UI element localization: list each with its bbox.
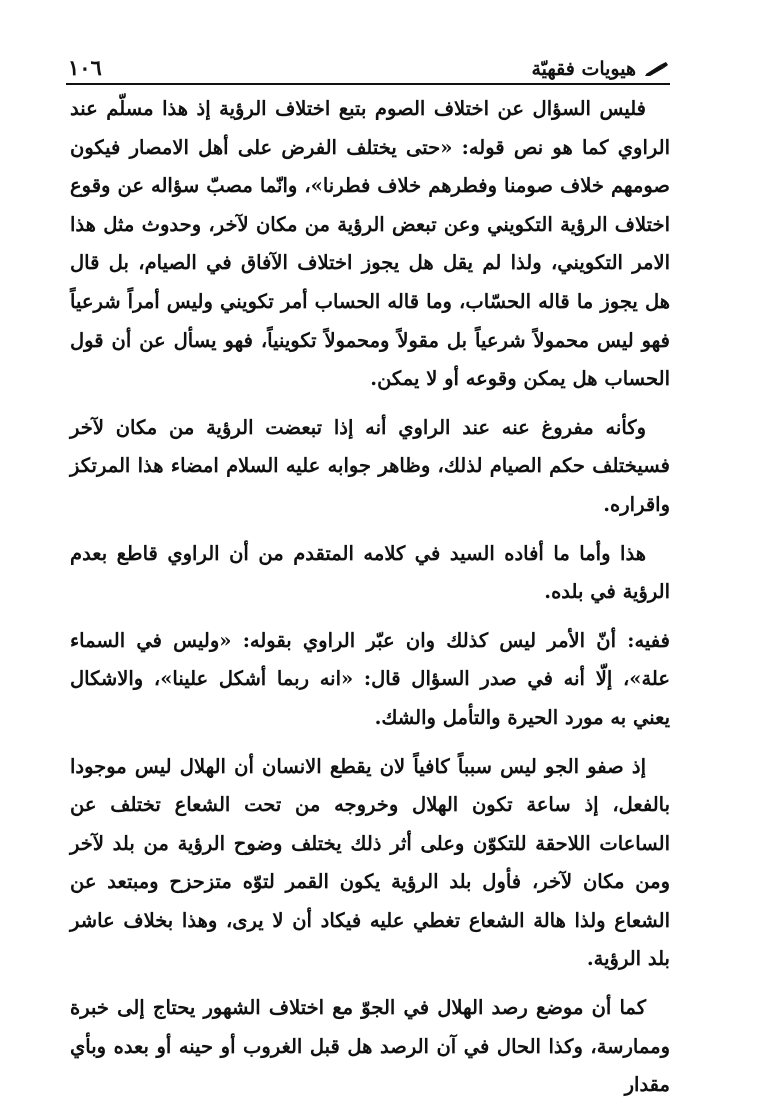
pen-icon xyxy=(644,61,670,77)
header-rule xyxy=(66,83,670,85)
paragraph-text: وكأنه مفروغ عنه عند الراوي أنه إذا تبعضت الرؤية من مكان لآخر فسيختلف حكم الصيام لذلك، وظاهر جوابه عليه السلام امضاء هذا المرتكز واقراره. xyxy=(70,415,670,516)
paragraph-text: كما أن موضع رصد الهلال في الجوّ مع اختلاف الشهور يحتاج إلى خبرة وممارسة، وكذا الحال في آن الرصد هل قبل الغروب أو حينه أو بعده وبأي مقدار xyxy=(70,996,670,1097)
paragraph-text: هذا وأما ما أفاده السيد في كلامه المتقدم من أن الراوي قاطع بعدم الرؤية في بلده. xyxy=(70,541,670,604)
paragraph-lead: ففيه: xyxy=(627,628,670,652)
paragraph-4 xyxy=(70,622,670,738)
paragraph-3 xyxy=(70,535,670,612)
paragraph-1 xyxy=(70,90,670,399)
paragraph-2 xyxy=(70,409,670,525)
paragraph-6 xyxy=(70,989,670,1105)
page-header xyxy=(68,50,670,80)
paragraph-text: فليس السؤال عن اختلاف الصوم بتبع اختلاف الرؤية إذ هذا مسلّم عند الراوي كما هو نص قوله: «حتى يختلف الفرض على أهل الامصار فيكون صومهم خلاف صومنا وفطرهم خلاف فطرنا»، وانّما مصبّ سؤاله عن وقوع اختلاف الرؤية التكويني وعن تبعض الرؤية من مكان لآخر، وحدوث مثل هذا الامر التكويني، ولذا لم يقل هل يجوز اختلاف الآفاق في الصيام، بل قال هل يجوز ما قاله الحسّاب، وما قاله الحساب أمر تكويني وليس أمراً شرعياً فهو ليس محمولاً شرعياً بل مقولاً ومحمولاً تكوينياً، فهو يسأل عن أن قول الحساب هل يمكن وقوعه أو لا يمكن. xyxy=(70,97,670,391)
paragraph-text: إذ صفو الجو ليس سبباً كافياً لان يقطع الانسان أن الهلال ليس موجودا بالفعل، إذ ساعة تكون الهلال وخروجه من تحت الشعاع تختلف عن الساعات اللاحقة للتكوّن وعلى أثر ذلك يختلف وضوح الرؤية من بلد لآخر ومن مكان لآخر، فأول بلد الرؤية يكون القمر لتوّه متزحزح ومبتعد عن الشعاع ولذا هالة الشعاع تغطي عليه فيكاد أن لا يرى، وهذا بخلاف عاشر بلد الرؤية. xyxy=(70,754,670,971)
running-title-group xyxy=(531,58,670,80)
running-title: هيويات فقهيّة xyxy=(531,58,636,80)
paragraph-text: أنّ الأمر ليس كذلك وان عبّر الراوي بقوله: «وليس في السماء علة»، إلّا أنه في صدر السؤال قال: «انه ربما أشكل علينا»، والاشكال يعني به مورد الحيرة والتأمل والشك. xyxy=(70,628,670,729)
paragraph-5 xyxy=(70,748,670,980)
page-number: ١٠٦ xyxy=(68,55,102,80)
page-body xyxy=(70,90,670,1115)
